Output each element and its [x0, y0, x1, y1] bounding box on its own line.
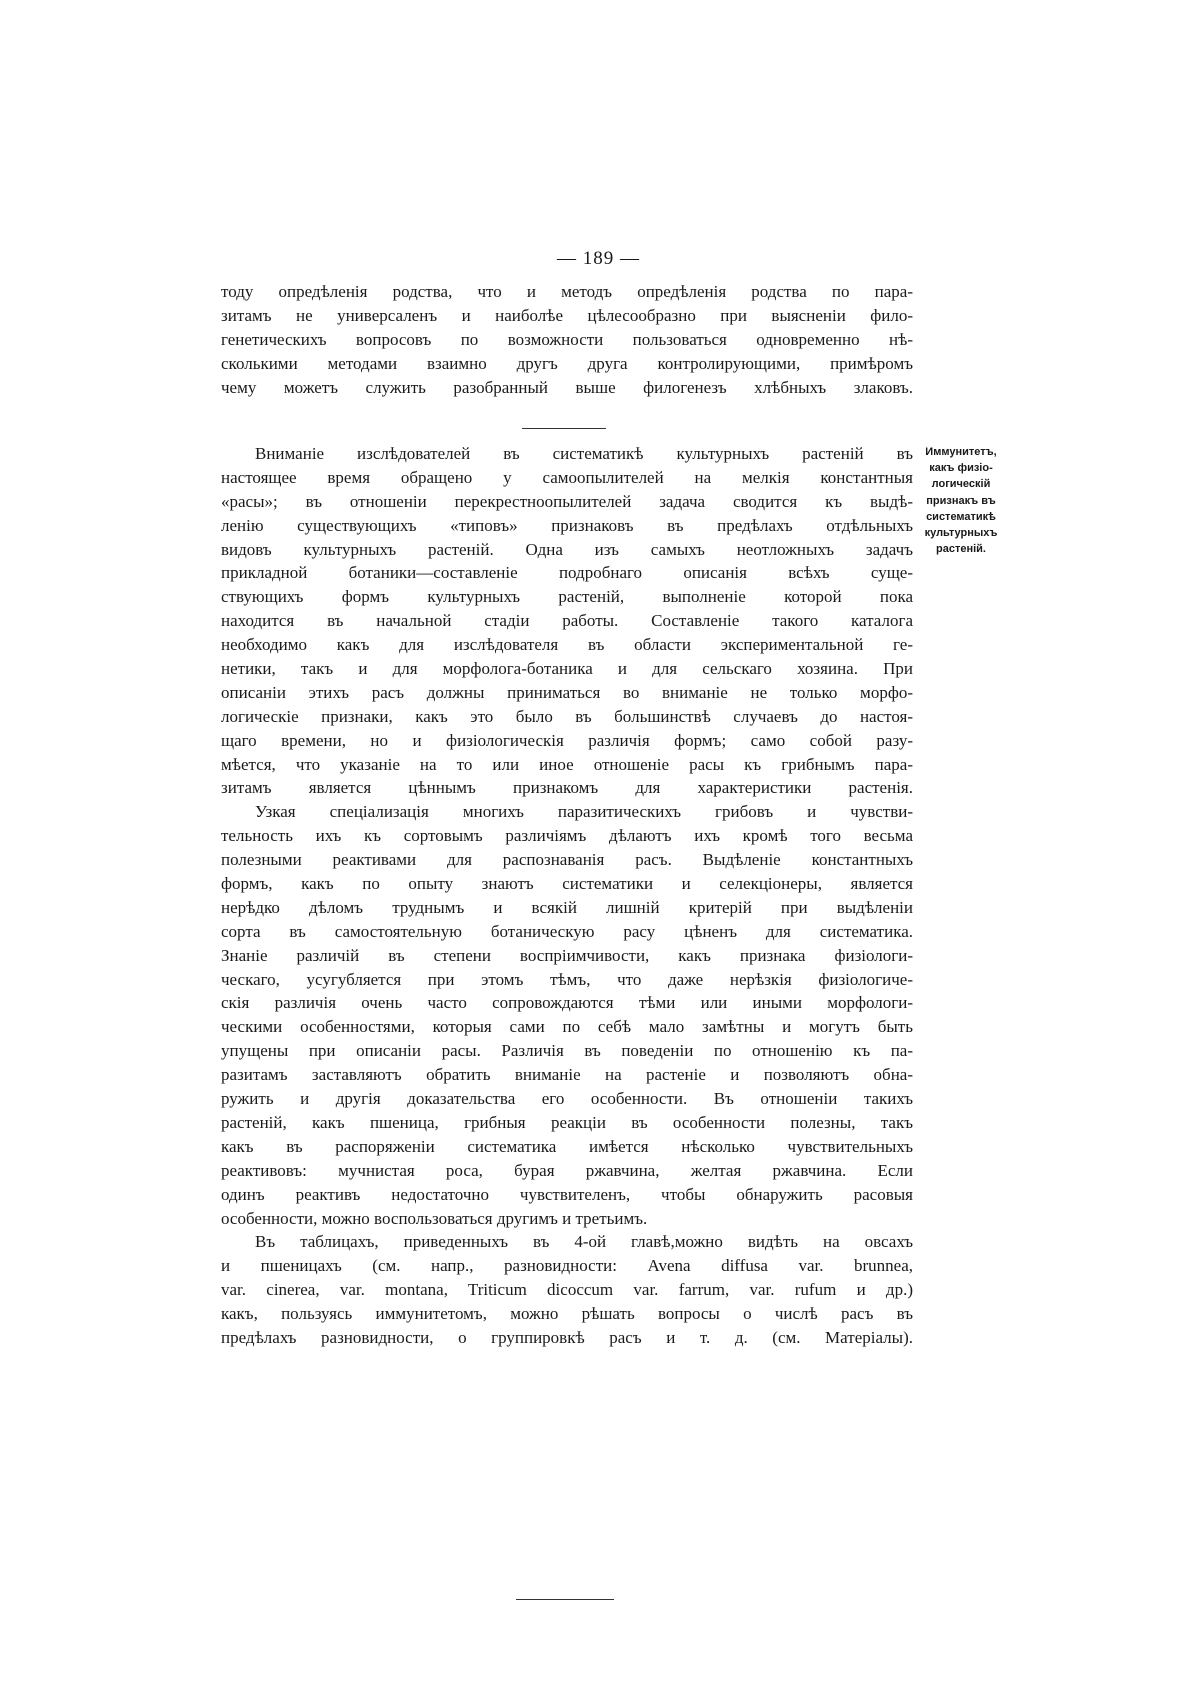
text-line: разитамъ заставляютъ обратить вниманіе на растеніе и позволяютъ обна-: [221, 1065, 913, 1085]
text-line: сколькими методами взаимно другъ друга контролирующими, примѣромъ: [221, 353, 913, 373]
text-line: какъ, пользуясь иммунитетомъ, можно рѣшать вопросы о числѣ расъ въ: [221, 1304, 913, 1324]
text-line: видовъ культурныхъ растеній. Одна изъ самыхъ неотложныхъ задачъ: [221, 539, 913, 559]
section-divider: [522, 428, 606, 429]
text-line: ленію существующихъ «типовъ» признаковъ въ предѣлахъ отдѣльныхъ: [221, 515, 913, 535]
text-line: Узкая спеціализація многихъ паразитическихъ грибовъ и чувстви-: [255, 802, 913, 822]
text-line: формъ, какъ по опыту знаютъ систематики и селекціонеры, является: [221, 874, 913, 894]
margin-note-line: Иммунитетъ,: [925, 446, 997, 458]
text-line: и пшеницахъ (см. напр., разновидности: Avena diffusa var. brunnea,: [221, 1256, 913, 1276]
paragraph-continuation: [221, 280, 913, 399]
margin-note-line: признакъ въ: [926, 494, 996, 507]
text-line: ствующихъ формъ культурныхъ растеній, выполненіе которой пока: [221, 587, 913, 607]
text-line: логическіе признаки, какъ это было въ большинствѣ случаевъ до настоя-: [221, 706, 913, 726]
text-line: чему можетъ служить разобранный выше филогенезъ хлѣбныхъ злаковъ.: [221, 377, 913, 397]
text-line: настоящее время обращено у самоопылителей на мелкія константныя: [221, 467, 913, 487]
text-line: тоду опредѣленія родства, что и методъ опредѣленія родства по пара-: [221, 282, 913, 301]
text-line: ружить и другія доказательства его особенности. Въ отношеніи такихъ: [221, 1089, 913, 1109]
text-line: скія различія очень часто сопровождаются тѣми или иными морфологи-: [221, 993, 913, 1013]
text-line: var. cinerea, var. montana, Triticum dicoccum var. farrum, var. rufum и др.): [221, 1280, 913, 1300]
end-divider: [516, 1599, 614, 1600]
text-line: нерѣдко дѣломъ труднымъ и всякій лишній критерій при выдѣленіи: [221, 897, 913, 917]
text-line: реактивовъ: мучнистая роса, бурая ржавчина, желтая ржавчина. Если: [221, 1160, 913, 1180]
text-line: сорта въ самостоятельную ботаническую расу цѣненъ для систематика.: [221, 921, 913, 941]
text-line: ческаго, усугубляется при этомъ тѣмъ, что даже нерѣзкія физіологиче-: [221, 969, 913, 989]
text-line: предѣлахъ разновидности, о группировкѣ расъ и т. д. (см. Матеріалы).: [221, 1327, 913, 1347]
text-line: тельность ихъ къ сортовымъ различіямъ дѣлаютъ ихъ кромѣ того весьма: [221, 826, 913, 846]
text-line: «расы»; въ отношеніи перекрестноопылителей задача сводится къ выдѣ-: [221, 491, 913, 511]
margin-note-line: какъ физіо-: [929, 462, 993, 475]
text-line: нетики, такъ и для морфолога-ботаника и для сельскаго хозяина. При: [221, 659, 913, 679]
text-line: зитамъ не универсаленъ и наиболѣе цѣлесообразно при выясненіи фило-: [221, 305, 913, 325]
text-line: Знаніе различій въ степени воспріимчивости, какъ признака физіологи-: [221, 945, 913, 965]
text-line: полезными реактивами для распознаванія расъ. Выдѣленіе константныхъ: [221, 850, 913, 870]
margin-note-line: логическій: [931, 478, 991, 491]
text-line: ческими особенностями, которыя сами по себѣ мало замѣтны и могутъ быть: [221, 1017, 913, 1037]
text-line: описаніи этихъ расъ должны приниматься во вниманіе не только морфо-: [221, 682, 913, 702]
margin-note-line: систематикѣ: [926, 510, 996, 523]
text-line: мѣется, что указаніе на то или иное отношеніе расы къ грибнымъ пара-: [221, 754, 913, 774]
text-line: одинъ реактивъ недостаточно чувствителенъ, чтобы обнаружить расовыя: [221, 1184, 913, 1204]
margin-note-line: растеній.: [936, 543, 986, 556]
text-line: Вниманіе изслѣдователей въ систематикѣ культурныхъ растеній въ: [255, 444, 913, 463]
text-line: зитамъ является цѣннымъ признакомъ для характеристики растенія.: [221, 778, 913, 798]
page-number: — 189 —: [557, 248, 640, 269]
text-line: щаго времени, но и физіологическія различія формъ; само собой разу-: [221, 730, 913, 750]
text-line: особенности, можно воспользоваться другимъ и третьимъ.: [221, 1208, 648, 1228]
text-line: необходимо какъ для изслѣдователя въ области экспериментальной ге-: [221, 635, 913, 655]
text-line: упущены при описаніи расы. Различія въ поведеніи по отношенію къ па-: [221, 1041, 913, 1061]
text-line: какъ въ распоряженіи систематика имѣется нѣсколько чувствительныхъ: [221, 1136, 913, 1156]
text-line: находится въ начальной стадіи работы. Составленіе такого каталога: [221, 611, 913, 631]
text-line: Въ таблицахъ, приведенныхъ въ 4-ой главѣ,можно видѣть на овсахъ: [255, 1232, 913, 1252]
text-line: растеній, какъ пшеница, грибныя реакціи въ особенности полезны, такъ: [221, 1112, 913, 1132]
text-line: прикладной ботаники—составленіе подробнаго описанія всѣхъ суще-: [221, 563, 913, 583]
text-line: генетическихъ вопросовъ по возможности пользоваться одновременно нѣ-: [221, 329, 913, 349]
margin-note-line: культурныхъ: [924, 527, 998, 540]
margin-note: [918, 444, 1004, 557]
paragraph-1: [221, 442, 913, 1350]
